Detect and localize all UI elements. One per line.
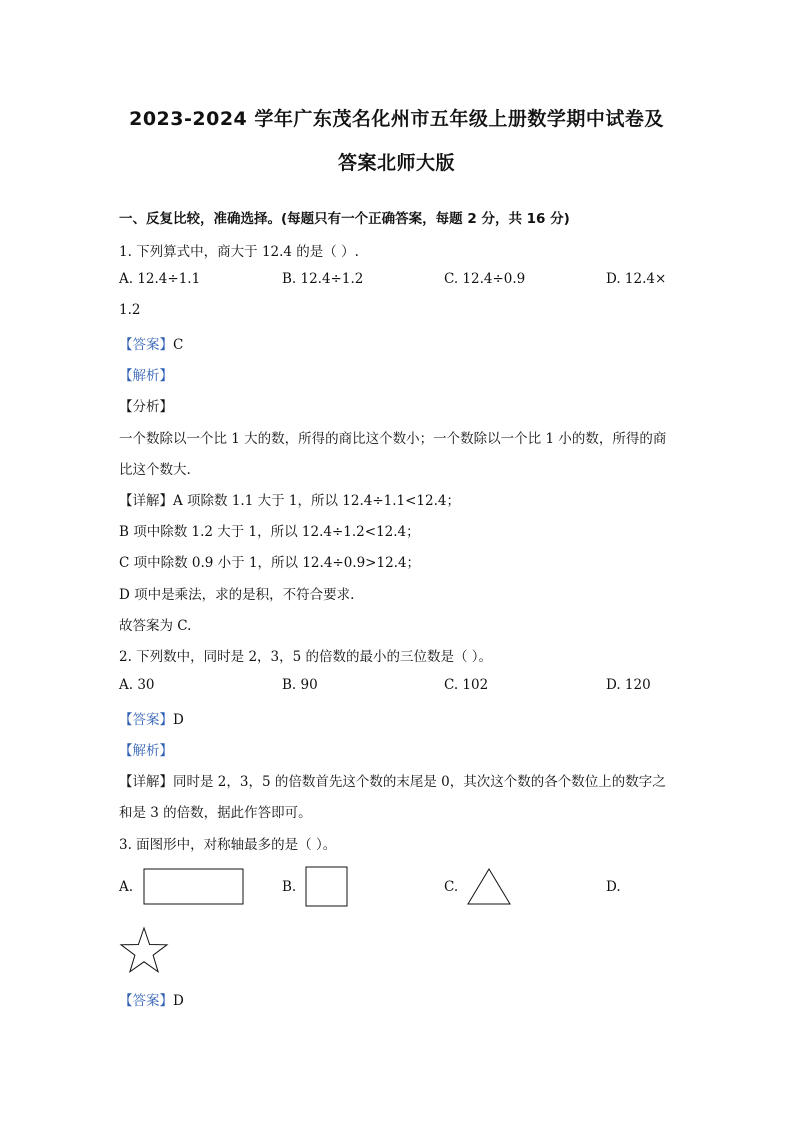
q3-option-c: C. (444, 879, 459, 895)
q1-option-d-wrap: 1.2 (119, 302, 141, 318)
q1-analysis-tag: 【解析】 (119, 368, 173, 384)
q3-answer-value: D (173, 993, 184, 1009)
q2-detail-row1 (119, 770, 666, 790)
q1-stem: 1. 下列算式中，商大于 12.4 的是（ ）. (119, 244, 359, 260)
q1-detail-line4: D 项中是乘法，求的是积，不符合要求. (119, 587, 355, 603)
q2-option-b: B. 90 (282, 677, 318, 693)
answer-tag: 【答案】 (119, 337, 173, 353)
q1-fenxi-line2: 比这个数大. (119, 462, 191, 478)
triangle-icon (466, 867, 512, 907)
q1-option-b: B. 12.4÷1.2 (282, 271, 364, 287)
q2-detail-line2: 和是 3 的倍数，据此作答即可。 (119, 805, 312, 821)
doc-title-line1: 2023-2024 学年广东茂名化州市五年级上册数学期中试卷及 (129, 108, 664, 130)
rectangle-icon (143, 868, 245, 906)
q1-answer-value: C (173, 337, 184, 353)
detail-tag: 【详解】 (119, 774, 173, 790)
q3-option-a: A. (119, 879, 134, 895)
q2-stem: 2. 下列数中，同时是 2，3，5 的倍数的最小的三位数是（ ）。 (119, 649, 493, 665)
q2-option-d: D. 120 (606, 677, 651, 693)
section-heading: 一、反复比较，准确选择。(每题只有一个正确答案，每题 2 分，共 16 分) (119, 211, 570, 227)
square-icon (305, 866, 349, 908)
answer-tag: 【答案】 (119, 712, 173, 728)
q3-answer-row (119, 989, 184, 1009)
q2-option-c: C. 102 (444, 677, 489, 693)
q1-fenxi-line1: 一个数除以一个比 1 大的数，所得的商比这个数小；一个数除以一个比 1 小的数，所得的商 (119, 431, 667, 447)
q3-option-b: B. (282, 879, 297, 895)
star-icon (119, 926, 169, 974)
q1-option-c: C. 12.4÷0.9 (444, 271, 526, 287)
q1-detail-line2: B 项中除数 1.2 大于 1，所以 12.4÷1.2<12.4； (119, 524, 420, 540)
q2-answer-value: D (173, 712, 184, 728)
q1-conclusion: 故答案为 C. (119, 618, 192, 634)
q1-fenxi-tag: 【分析】 (119, 399, 173, 415)
q1-option-a: A. 12.4÷1.1 (119, 271, 201, 287)
q1-detail-line3: C 项中除数 0.9 小于 1，所以 12.4÷0.9>12.4； (119, 555, 421, 571)
q2-option-a: A. 30 (119, 677, 155, 693)
q1-detail-line1: A 项除数 1.1 大于 1，所以 12.4÷1.1<12.4； (173, 493, 460, 509)
q1-option-d: D. 12.4× (606, 271, 667, 287)
q3-option-d: D. (606, 879, 621, 895)
q1-detail-row1 (119, 489, 460, 509)
answer-tag: 【答案】 (119, 993, 173, 1009)
q3-stem: 3. 面图形中，对称轴最多的是（ ）。 (119, 837, 337, 853)
q2-analysis-tag: 【解析】 (119, 743, 173, 759)
q2-answer-row (119, 708, 184, 728)
detail-tag: 【详解】 (119, 493, 173, 509)
q1-answer-row (119, 333, 183, 353)
doc-title-line2: 答案北师大版 (337, 152, 455, 174)
q2-detail-line1: 同时是 2，3，5 的倍数首先这个数的末尾是 0，其次这个数的各个数位上的数字之 (173, 774, 666, 790)
